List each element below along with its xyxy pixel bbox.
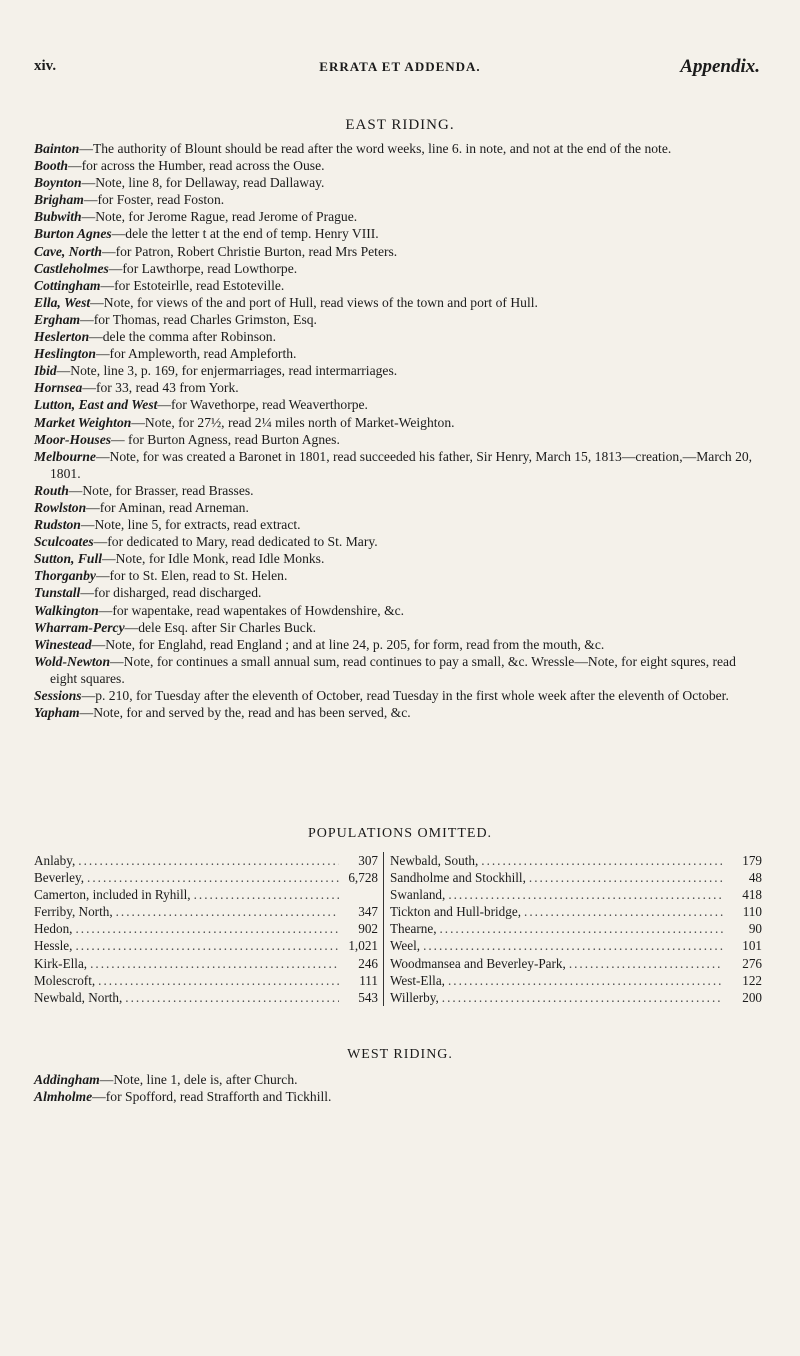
entry-text: —Note, for Jerome Rague, read Jerome of Prague.	[81, 209, 358, 225]
entry-text: —for wapentake, read wapentakes of Howdenshire, &c.	[98, 602, 405, 618]
entry-term: Rudston	[34, 517, 81, 533]
errata-entry	[34, 243, 764, 260]
errata-entry	[34, 208, 764, 225]
entry-text: —Note, for and served by the, read and has been served, &c.	[79, 705, 411, 721]
place-name: West-Ella,	[390, 972, 445, 988]
dot-leader	[481, 852, 723, 869]
west-riding-heading: WEST RIDING.	[347, 1047, 453, 1062]
dot-leader	[524, 903, 723, 920]
population-row	[390, 852, 762, 869]
entry-term: Sculcoates	[34, 534, 94, 550]
populations-left-column	[34, 852, 378, 1006]
population-row	[390, 920, 762, 937]
place-name: Ferriby, North,	[34, 904, 113, 920]
entry-text: —Note, for was created a Baronet in 1801, read succeeded his father, Sir Henry, March 15, 1813—creation,—March 20, 1801.	[50, 448, 753, 481]
population-value: 246	[358, 955, 378, 971]
dot-leader	[569, 955, 723, 972]
population-value: 543	[358, 989, 378, 1005]
entry-term: Heslington	[34, 346, 96, 362]
entry-text: —for to St. Elen, read to St. Helen.	[95, 568, 288, 584]
dot-leader	[448, 886, 723, 903]
errata-entry	[34, 311, 764, 328]
population-value: 6,728	[348, 870, 378, 886]
population-value: 48	[748, 870, 762, 886]
entry-term: Ella, West	[34, 294, 91, 310]
errata-entry	[34, 584, 764, 601]
page-number: xiv.	[34, 58, 57, 74]
east-riding-entries	[34, 140, 764, 721]
entry-term: Moor-Houses	[34, 431, 112, 447]
errata-entry	[34, 567, 764, 584]
populations-heading: POPULATIONS OMITTED.	[307, 826, 493, 841]
entry-term: Tunstall	[34, 585, 81, 601]
place-name: Newbald, South,	[390, 853, 479, 868]
errata-entry	[34, 140, 764, 157]
entry-text: —for across the Humber, read across the Ouse.	[68, 158, 325, 174]
entry-text: —for Estoteirlle, read Estoteville.	[100, 277, 285, 293]
errata-entry	[34, 277, 764, 294]
population-row	[390, 972, 762, 989]
place-name: Kirk-Ella,	[34, 955, 88, 971]
entry-term: Melbourne	[34, 448, 96, 464]
place-name: Molescroft,	[34, 972, 96, 988]
entry-term: Addingham	[34, 1072, 100, 1087]
errata-entry	[34, 704, 764, 721]
entry-text: —dele Esq. after Sir Charles Buck.	[124, 619, 317, 635]
errata-entry	[34, 602, 764, 619]
population-row	[390, 869, 762, 886]
place-name: Woodmansea and Beverley-Park,	[390, 955, 566, 971]
dot-leader	[423, 937, 723, 954]
entry-text: —Note, for 27½, read 2¼ miles north of Market-Weighton.	[131, 414, 455, 430]
population-row	[34, 937, 378, 954]
population-row	[390, 989, 762, 1006]
entry-text: —for Patron, Robert Christie Burton, read Mrs Peters.	[101, 243, 398, 259]
dot-leader	[442, 989, 723, 1006]
entry-term: Cave, North	[34, 243, 102, 259]
population-value: 276	[742, 955, 762, 971]
population-row	[34, 903, 378, 920]
entry-term: Walkington	[34, 602, 99, 618]
dot-leader	[98, 972, 339, 989]
errata-entry	[34, 550, 764, 567]
population-row	[390, 937, 762, 954]
entry-text: —dele the comma after Robinson.	[89, 329, 277, 345]
entry-text: —for Ampleworth, read Ampleforth.	[95, 346, 297, 362]
east-riding-heading: EAST RIDING.	[345, 117, 455, 133]
errata-entry	[34, 328, 764, 345]
entry-text: —for dedicated to Mary, read dedicated to St. Mary.	[93, 534, 378, 550]
entry-term: Castleholmes	[34, 260, 109, 276]
population-value: 111	[359, 972, 378, 988]
population-value: 418	[742, 887, 762, 903]
dot-leader	[75, 920, 339, 937]
dot-leader	[125, 989, 339, 1006]
errata-entry	[34, 533, 764, 550]
population-value: 307	[358, 853, 378, 868]
population-row	[34, 852, 378, 869]
entry-term: Hornsea	[34, 380, 83, 396]
entry-text: —Note, for Englahd, read England ; and at line 24, p. 205, for form, read from the mouth, &c.	[91, 636, 605, 652]
entry-text: —Note, for Idle Monk, read Idle Monks.	[102, 551, 325, 567]
place-name: Newbald, North,	[34, 989, 123, 1005]
entry-term: Brigham	[34, 192, 84, 208]
entry-term: Routh	[34, 482, 69, 498]
populations-right-column	[390, 852, 762, 1006]
appendix-label: Appendix.	[680, 56, 760, 77]
population-value: 347	[358, 904, 378, 920]
entry-text: —Note, for continues a small annual sum, read continues to pay a small, &c. Wressle—Note, for eight squres, read eight squares.	[50, 653, 736, 686]
entry-term: Heslerton	[34, 329, 90, 345]
errata-entry	[34, 482, 764, 499]
entry-term: Market Weighton	[34, 414, 132, 430]
errata-entry	[34, 653, 764, 687]
population-row	[34, 920, 378, 937]
population-row	[390, 903, 762, 920]
errata-entry	[34, 516, 764, 533]
errata-entry	[34, 260, 764, 277]
place-name: Weel,	[390, 938, 421, 954]
population-value: 110	[742, 904, 762, 920]
entry-term: Bainton	[34, 141, 80, 156]
entry-text: —for Aminan, read Arneman.	[86, 499, 249, 515]
population-row	[34, 955, 378, 972]
column-divider	[383, 852, 384, 1006]
entry-text: —p. 210, for Tuesday after the eleventh of October, read Tuesday in the first whole week after the eleventh of October.	[81, 688, 729, 703]
entry-text: —Note, line 5, for extracts, read extract.	[80, 517, 301, 533]
population-value: 200	[742, 989, 762, 1005]
entry-term: Cottingham	[34, 277, 101, 293]
errata-entry	[34, 687, 764, 704]
errata-entry	[34, 362, 764, 379]
entry-text: —for Foster, read Foston.	[83, 192, 225, 208]
entry-term: Winestead	[34, 636, 92, 652]
errata-entry	[34, 414, 764, 431]
errata-entry	[34, 225, 764, 242]
place-name: Hessle,	[34, 938, 73, 954]
entry-text: —Note, line 8, for Dellaway, read Dallaway.	[81, 175, 325, 191]
running-title: ERRATA ET ADDENDA.	[319, 59, 481, 74]
dot-leader	[90, 955, 339, 972]
entry-text: —Note, line 3, p. 169, for enjermarriages, read intermarriages.	[56, 363, 398, 379]
errata-entry	[34, 379, 764, 396]
errata-entry	[34, 619, 764, 636]
errata-entry	[34, 157, 764, 174]
entry-text: — for Burton Agness, read Burton Agnes.	[111, 431, 340, 447]
dot-leader	[194, 886, 339, 903]
errata-entry	[34, 294, 764, 311]
entry-text: —dele the letter t at the end of temp. Henry VIII.	[111, 226, 379, 242]
west-riding-entries	[34, 1071, 764, 1105]
dot-leader	[529, 869, 723, 886]
errata-entry	[34, 345, 764, 362]
population-row	[390, 886, 762, 903]
entry-term: Ibid	[34, 363, 57, 379]
entry-text: —Note, line 1, dele is, after Church.	[99, 1072, 298, 1087]
entry-text: —for 33, read 43 from York.	[82, 380, 239, 396]
entry-term: Almholme	[34, 1089, 93, 1105]
population-value: 90	[748, 921, 762, 937]
dot-leader	[78, 852, 339, 869]
entry-text: —for Lawthorpe, read Lowthorpe.	[108, 260, 298, 276]
entry-text: —for disharged, read discharged.	[80, 585, 262, 601]
entry-text: —Note, for views of the and port of Hull, read views of the town and port of Hull.	[90, 294, 538, 310]
population-value: 122	[742, 972, 762, 988]
errata-entry	[34, 191, 764, 208]
place-name: Willerby,	[390, 989, 439, 1005]
population-row	[34, 869, 378, 886]
place-name: Anlaby,	[34, 853, 76, 868]
place-name: Hedon,	[34, 921, 73, 937]
entry-text: —for Thomas, read Charles Grimston, Esq.	[80, 311, 317, 327]
entry-term: Sutton, Full	[34, 551, 103, 567]
dot-leader	[440, 920, 724, 937]
errata-entry	[34, 1088, 764, 1105]
entry-term: Burton Agnes	[34, 226, 112, 242]
place-name: Tickton and Hull-bridge,	[390, 904, 522, 920]
dot-leader	[75, 937, 339, 954]
population-row	[34, 886, 378, 903]
entry-term: Wharram-Percy	[34, 619, 125, 635]
running-header	[0, 58, 800, 82]
errata-entry	[34, 499, 764, 516]
entry-text: —The authority of Blount should be read after the word weeks, line 6. in note, and not at the end of the note.	[79, 141, 672, 156]
entry-term: Boynton	[34, 175, 82, 191]
errata-entry	[34, 636, 764, 653]
entry-term: Yapham	[34, 705, 80, 721]
dot-leader	[87, 869, 339, 886]
place-name: Swanland,	[390, 887, 446, 903]
entry-term: Ergham	[34, 311, 81, 327]
errata-entry	[34, 448, 764, 482]
entry-text: —for Wavethorpe, read Weaverthorpe.	[157, 397, 368, 413]
place-name: Beverley,	[34, 870, 85, 886]
errata-entry	[34, 396, 764, 413]
entry-text: —Note, for Brasser, read Brasses.	[68, 482, 254, 498]
errata-entry	[34, 174, 764, 191]
population-value: 1,021	[348, 938, 378, 954]
entry-term: Booth	[34, 158, 68, 174]
entry-term: Bubwith	[34, 209, 82, 225]
place-name: Sandholme and Stockhill,	[390, 870, 526, 886]
entry-text: —for Spofford, read Strafforth and Tickhill.	[92, 1089, 332, 1105]
population-value: 101	[742, 938, 762, 954]
dot-leader	[116, 903, 339, 920]
place-name: Thearne,	[390, 921, 437, 937]
entry-term: Wold-Newton	[34, 653, 111, 669]
population-row	[34, 972, 378, 989]
population-value: 179	[742, 853, 762, 868]
errata-entry	[34, 431, 764, 448]
population-value: 902	[358, 921, 378, 937]
entry-term: Rowlston	[34, 499, 87, 515]
place-name: Camerton, included in Ryhill,	[34, 887, 191, 903]
population-row	[34, 989, 378, 1006]
population-row	[390, 955, 762, 972]
entry-term: Thorganby	[34, 568, 96, 584]
errata-entry	[34, 1071, 764, 1088]
entry-term: Sessions	[34, 688, 82, 703]
entry-term: Lutton, East and West	[34, 397, 158, 413]
dot-leader	[448, 972, 723, 989]
